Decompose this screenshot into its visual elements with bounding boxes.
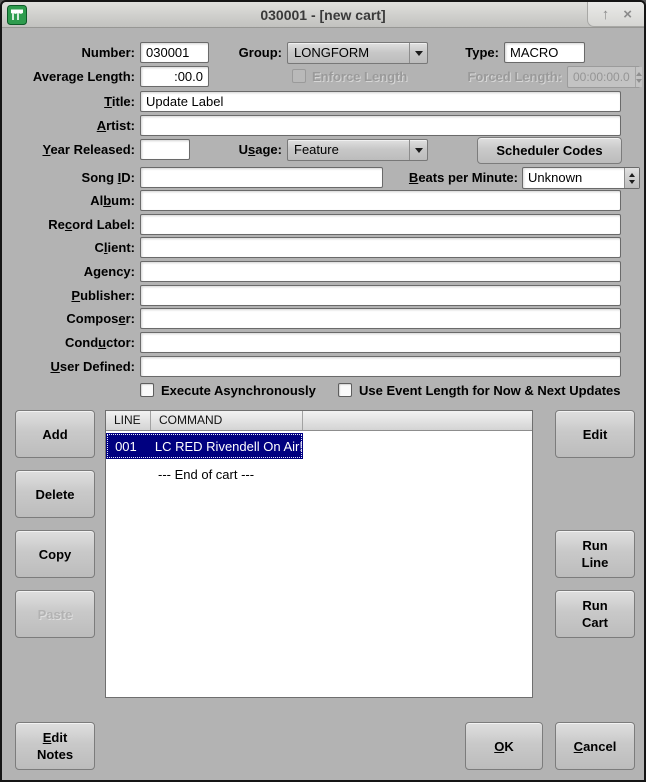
shade-window-icon[interactable]: ↑ bbox=[601, 5, 610, 23]
forced-length-label: Forced Length: bbox=[467, 69, 562, 84]
type-field bbox=[504, 42, 585, 63]
album-label: Album: bbox=[90, 193, 135, 208]
client-input[interactable] bbox=[140, 237, 621, 258]
artist-label: Artist: bbox=[96, 118, 135, 133]
enforce-length-label: Enforce Length bbox=[312, 69, 408, 84]
macro-row-command: LC RED Rivendell On Air! bbox=[154, 438, 303, 454]
macro-row-selected[interactable] bbox=[106, 433, 303, 459]
group-label: Group: bbox=[238, 45, 282, 60]
use-event-length-label: Use Event Length for Now & Next Updates bbox=[359, 383, 621, 398]
usage-select[interactable]: Feature bbox=[287, 139, 428, 161]
agency-input[interactable] bbox=[140, 261, 621, 282]
beats-per-minute-spinner[interactable]: Unknown bbox=[522, 167, 640, 189]
ok-button[interactable]: OK bbox=[465, 722, 543, 770]
rivendell-logo-icon bbox=[7, 5, 27, 25]
scheduler-codes-button[interactable]: Scheduler Codes bbox=[477, 137, 622, 164]
conductor-label: Conductor: bbox=[64, 335, 135, 350]
title-input[interactable] bbox=[140, 91, 621, 112]
macro-list-header[interactable] bbox=[106, 411, 532, 431]
beats-per-minute-label: Beats per Minute: bbox=[408, 170, 518, 185]
chevron-down-icon bbox=[409, 140, 427, 160]
column-header-filler bbox=[303, 411, 532, 430]
average-length-label: Average Length: bbox=[32, 69, 135, 84]
forced-length-spinner: 00:00:00.0 bbox=[567, 66, 640, 88]
title-label: Title: bbox=[104, 94, 135, 109]
album-input[interactable] bbox=[140, 190, 621, 211]
composer-label: Composer: bbox=[66, 311, 135, 326]
enforce-length-checkbox bbox=[292, 69, 306, 83]
composer-input[interactable] bbox=[140, 308, 621, 329]
year-released-label: Year Released: bbox=[42, 142, 135, 157]
spinner-arrows-icon[interactable] bbox=[624, 168, 639, 188]
close-window-icon[interactable]: × bbox=[623, 5, 632, 23]
delete-button[interactable]: Delete bbox=[15, 470, 95, 518]
window-controls bbox=[587, 2, 644, 27]
column-header-command[interactable]: COMMAND bbox=[151, 411, 303, 430]
execute-asynchronously-label: Execute Asynchronously bbox=[161, 383, 316, 398]
artist-input[interactable] bbox=[140, 115, 621, 136]
publisher-label: Publisher: bbox=[71, 288, 135, 303]
run-cart-button[interactable]: Run Cart bbox=[555, 590, 635, 638]
type-label: Type: bbox=[465, 45, 499, 60]
agency-label: Agency: bbox=[83, 264, 135, 279]
end-of-cart-marker: --- End of cart --- bbox=[158, 467, 255, 482]
user-defined-input[interactable] bbox=[140, 356, 621, 377]
publisher-input[interactable] bbox=[140, 285, 621, 306]
copy-button[interactable]: Copy bbox=[15, 530, 95, 578]
client-label: Client: bbox=[94, 240, 135, 255]
macro-list[interactable] bbox=[105, 410, 533, 698]
macro-row-line-number: 001 bbox=[115, 438, 137, 454]
group-select[interactable]: LONGFORM bbox=[287, 42, 428, 64]
titlebar[interactable] bbox=[2, 2, 644, 28]
spinner-arrows-icon bbox=[635, 67, 642, 87]
edit-button[interactable]: Edit bbox=[555, 410, 635, 458]
song-id-input[interactable] bbox=[140, 167, 383, 188]
column-header-line[interactable]: LINE bbox=[106, 411, 151, 430]
record-label-label: Record Label: bbox=[48, 217, 135, 232]
conductor-input[interactable] bbox=[140, 332, 621, 353]
add-button[interactable]: Add bbox=[15, 410, 95, 458]
edit-notes-button[interactable]: Edit Notes bbox=[15, 722, 95, 770]
song-id-label: Song ID: bbox=[81, 170, 135, 185]
run-line-button[interactable]: Run Line bbox=[555, 530, 635, 578]
window-title: 030001 - [new cart] bbox=[260, 7, 386, 23]
average-length-input[interactable] bbox=[140, 66, 209, 87]
use-event-length-checkbox[interactable] bbox=[338, 383, 352, 397]
execute-asynchronously-checkbox[interactable] bbox=[140, 383, 154, 397]
paste-button: Paste bbox=[15, 590, 95, 638]
user-defined-label: User Defined: bbox=[50, 359, 135, 374]
number-label: Number: bbox=[81, 45, 135, 60]
usage-label: Usage: bbox=[238, 142, 282, 157]
cancel-button[interactable]: Cancel bbox=[555, 722, 635, 770]
record-label-input[interactable] bbox=[140, 214, 621, 235]
